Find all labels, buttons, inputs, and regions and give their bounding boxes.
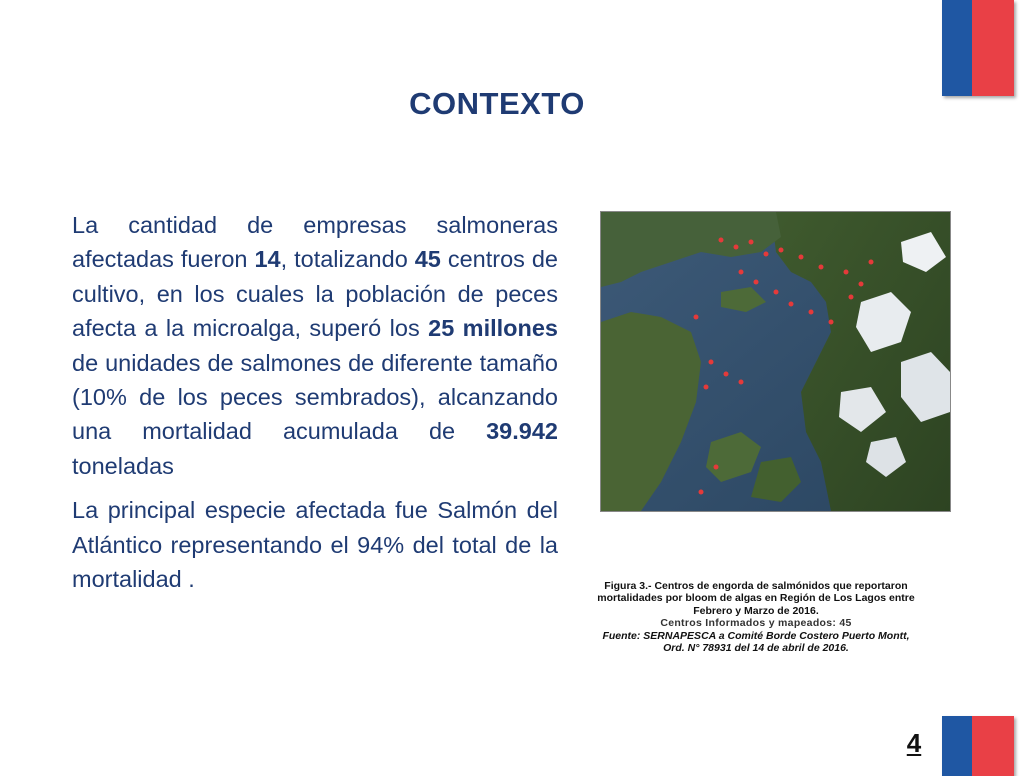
body-text [72, 208, 558, 606]
tonnes-mortality: 39.942 [486, 418, 558, 445]
chile-flag-decoration-bottom [942, 716, 1014, 776]
caption-source: Fuente: SERNAPESCA a Comité Borde Costero Puerto Montt, Ord. N° 78931 del 14 de abril de 2016. [602, 629, 910, 655]
satellite-map-image [600, 211, 951, 512]
caption-centers-count: Centros Informados y mapeados: 45 [660, 617, 852, 630]
slide-title: CONTEXTO [409, 86, 585, 121]
companies-count: 14 [254, 246, 281, 273]
paragraph-companies: La cantidad de empresas salmoneras afectadas fueron 14, totalizando 45 centros de cultivo, en los cuales la población de peces afecta a la microalga, superó los 25 millones de unidades de salmones de diferente tamaño (10% de los peces sembrados), alcanzando una mortalidad acumulada de 39.942 toneladas [72, 212, 559, 479]
caption-figure-title: Figura 3.- Centros de engorda de salmónidos que reportaron mortalidades por bloom de algas en Región de Los Lagos entre Febrero y Marzo de 2016. [597, 580, 915, 617]
paragraph-species: La principal especie afectada fue Salmón del Atlántico representando el 94% del total de la mortalidad . [72, 497, 558, 593]
page-number: 4 [906, 728, 922, 758]
chile-flag-decoration-top [942, 0, 1014, 96]
figure-caption [596, 580, 916, 654]
fish-millions: 25 millones [428, 315, 559, 342]
centers-count: 45 [414, 246, 441, 273]
